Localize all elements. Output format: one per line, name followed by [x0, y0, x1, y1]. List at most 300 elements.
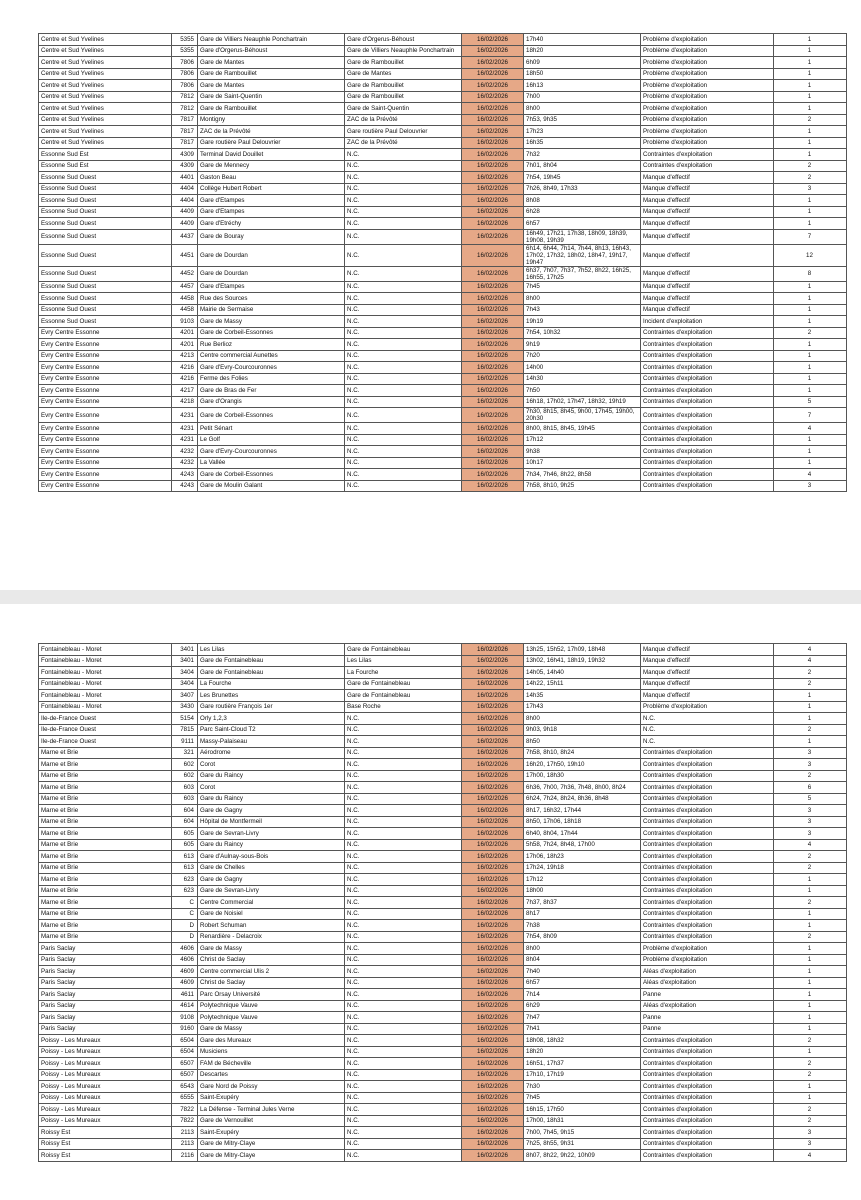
from-stop-cell: Gare de Corbeil-Essonnes	[198, 469, 345, 481]
region-cell: Fontainebleau - Moret	[39, 655, 172, 667]
reason-cell: Contraintes d'exploitation	[641, 396, 774, 408]
table-row	[39, 874, 847, 886]
line-cell: 4231	[172, 434, 198, 446]
count-cell: 2	[774, 160, 847, 172]
count-cell: 1	[774, 1081, 847, 1093]
region-cell: Evry Centre Essonne	[39, 373, 172, 385]
date-cell: 16/02/2026	[462, 713, 524, 725]
region-cell: Poissy - Les Mureaux	[39, 1115, 172, 1127]
reason-cell: Problème d'exploitation	[641, 80, 774, 92]
date-cell: 16/02/2026	[462, 172, 524, 184]
table-row	[39, 1092, 847, 1104]
reason-cell: Manque d'effectif	[641, 678, 774, 690]
table-row	[39, 480, 847, 492]
date-cell: 16/02/2026	[462, 1058, 524, 1070]
reason-cell: Problème d'exploitation	[641, 126, 774, 138]
reason-cell: Contraintes d'exploitation	[641, 327, 774, 339]
from-stop-cell: Gare Nord de Poissy	[198, 1081, 345, 1093]
hours-cell: 8h07, 8h22, 9h22, 10h09	[524, 1150, 641, 1162]
table-row	[39, 966, 847, 978]
from-stop-cell: Musiciens	[198, 1046, 345, 1058]
date-cell: 16/02/2026	[462, 195, 524, 207]
date-cell: 16/02/2026	[462, 782, 524, 794]
reason-cell: Contraintes d'exploitation	[641, 759, 774, 771]
table-row	[39, 770, 847, 782]
count-cell: 4	[774, 469, 847, 481]
region-cell: Poissy - Les Mureaux	[39, 1058, 172, 1070]
from-stop-cell: Gare des Mureaux	[198, 1035, 345, 1047]
table-body	[39, 34, 847, 492]
from-stop-cell: Centre Commercial	[198, 897, 345, 909]
line-cell: 4609	[172, 977, 198, 989]
reason-cell: Panne	[641, 1012, 774, 1024]
hours-cell: 7h14	[524, 989, 641, 1001]
hours-cell: 18h00	[524, 885, 641, 897]
count-cell: 1	[774, 339, 847, 351]
reason-cell: Contraintes d'exploitation	[641, 339, 774, 351]
count-cell: 3	[774, 759, 847, 771]
line-cell: C	[172, 897, 198, 909]
reason-cell: Contraintes d'exploitation	[641, 446, 774, 458]
from-stop-cell: Gare de Sevran-Livry	[198, 828, 345, 840]
count-cell: 1	[774, 1046, 847, 1058]
date-cell: 16/02/2026	[462, 1138, 524, 1150]
region-cell: Paris Saclay	[39, 977, 172, 989]
reason-cell: Contraintes d'exploitation	[641, 457, 774, 469]
date-cell: 16/02/2026	[462, 874, 524, 886]
from-stop-cell: Gare d'Etampes	[198, 281, 345, 293]
from-stop-cell: Gare de Mitry-Claye	[198, 1138, 345, 1150]
table-row	[39, 68, 847, 80]
to-stop-cell: N.C.	[345, 920, 462, 932]
count-cell: 4	[774, 839, 847, 851]
reason-cell: Manque d'effectif	[641, 266, 774, 281]
count-cell: 1	[774, 68, 847, 80]
reason-cell: Contraintes d'exploitation	[641, 1046, 774, 1058]
table-row	[39, 839, 847, 851]
from-stop-cell: Gare d'Aulnay-sous-Bois	[198, 851, 345, 863]
hours-cell: 18h20	[524, 1046, 641, 1058]
reason-cell: Contraintes d'exploitation	[641, 385, 774, 397]
region-cell: Poissy - Les Mureaux	[39, 1081, 172, 1093]
date-cell: 16/02/2026	[462, 1150, 524, 1162]
reason-cell: Contraintes d'exploitation	[641, 373, 774, 385]
date-cell: 16/02/2026	[462, 91, 524, 103]
reason-cell: Contraintes d'exploitation	[641, 149, 774, 161]
to-stop-cell: Gare de Mantes	[345, 68, 462, 80]
table-row	[39, 244, 847, 266]
to-stop-cell: N.C.	[345, 327, 462, 339]
hours-cell: 6h14, 6h44, 7h14, 7h44, 8h13, 16h43, 17h02, 17h32, 18h02, 18h47, 19h17, 19h47	[524, 244, 641, 266]
table-row	[39, 350, 847, 362]
region-cell: Essonne Sud Ouest	[39, 281, 172, 293]
region-cell: Ile-de-France Ouest	[39, 713, 172, 725]
line-cell: 602	[172, 759, 198, 771]
hours-cell: 8h00	[524, 713, 641, 725]
to-stop-cell: N.C.	[345, 736, 462, 748]
reason-cell: Contraintes d'exploitation	[641, 1150, 774, 1162]
from-stop-cell: La Fourche	[198, 678, 345, 690]
to-stop-cell: Les Lilas	[345, 655, 462, 667]
region-cell: Essonne Sud Est	[39, 149, 172, 161]
count-cell: 1	[774, 293, 847, 305]
date-cell: 16/02/2026	[462, 206, 524, 218]
date-cell: 16/02/2026	[462, 793, 524, 805]
to-stop-cell: N.C.	[345, 977, 462, 989]
region-cell: Fontainebleau - Moret	[39, 701, 172, 713]
hours-cell: 14h35	[524, 690, 641, 702]
region-cell: Evry Centre Essonne	[39, 480, 172, 492]
line-cell: 4231	[172, 408, 198, 423]
table-row	[39, 1069, 847, 1081]
reason-cell: Contraintes d'exploitation	[641, 350, 774, 362]
hours-cell: 8h00, 8h15, 8h45, 19h45	[524, 423, 641, 435]
table-row	[39, 989, 847, 1001]
region-cell: Essonne Sud Ouest	[39, 218, 172, 230]
count-cell: 2	[774, 1069, 847, 1081]
hours-cell: 7h30, 8h15, 8h45, 9h00, 17h45, 19h00, 20h30	[524, 408, 641, 423]
to-stop-cell: N.C.	[345, 908, 462, 920]
region-cell: Ile-de-France Ouest	[39, 736, 172, 748]
date-cell: 16/02/2026	[462, 114, 524, 126]
line-cell: 7806	[172, 57, 198, 69]
to-stop-cell: N.C.	[345, 851, 462, 863]
from-stop-cell: Gaston Beau	[198, 172, 345, 184]
count-cell: 7	[774, 229, 847, 244]
from-stop-cell: Gare d'Etampes	[198, 206, 345, 218]
from-stop-cell: Parc Saint-Cloud T2	[198, 724, 345, 736]
region-cell: Paris Saclay	[39, 966, 172, 978]
hours-cell: 17h00, 18h31	[524, 1115, 641, 1127]
to-stop-cell: N.C.	[345, 1069, 462, 1081]
region-cell: Evry Centre Essonne	[39, 339, 172, 351]
region-cell: Evry Centre Essonne	[39, 362, 172, 374]
from-stop-cell: Gare de Saint-Quentin	[198, 91, 345, 103]
table-row	[39, 114, 847, 126]
line-cell: 3401	[172, 655, 198, 667]
to-stop-cell: N.C.	[345, 218, 462, 230]
from-stop-cell: Orly 1,2,3	[198, 713, 345, 725]
hours-cell: 17h10, 17h19	[524, 1069, 641, 1081]
reason-cell: Manque d'effectif	[641, 281, 774, 293]
hours-cell: 16h35	[524, 137, 641, 149]
region-cell: Poissy - Les Mureaux	[39, 1104, 172, 1116]
table-row	[39, 1058, 847, 1070]
line-cell: 4457	[172, 281, 198, 293]
reason-cell: Manque d'effectif	[641, 244, 774, 266]
region-cell: Marne et Brie	[39, 908, 172, 920]
date-cell: 16/02/2026	[462, 897, 524, 909]
date-cell: 16/02/2026	[462, 851, 524, 863]
count-cell: 1	[774, 954, 847, 966]
from-stop-cell: Gare de Gagny	[198, 874, 345, 886]
table-row	[39, 908, 847, 920]
hours-cell: 17h40	[524, 34, 641, 46]
to-stop-cell: N.C.	[345, 839, 462, 851]
date-cell: 16/02/2026	[462, 655, 524, 667]
hours-cell: 13h25, 15h52, 17h09, 18h48	[524, 644, 641, 656]
count-cell: 1	[774, 701, 847, 713]
date-cell: 16/02/2026	[462, 1115, 524, 1127]
region-cell: Centre et Sud Yvelines	[39, 57, 172, 69]
count-cell: 2	[774, 114, 847, 126]
hours-cell: 18h20	[524, 45, 641, 57]
reason-cell: Problème d'exploitation	[641, 103, 774, 115]
from-stop-cell: Collège Hubert Robert	[198, 183, 345, 195]
hours-cell: 6h29	[524, 1000, 641, 1012]
count-cell: 4	[774, 655, 847, 667]
from-stop-cell: Saint-Exupéry	[198, 1092, 345, 1104]
table-row	[39, 316, 847, 328]
to-stop-cell: N.C.	[345, 885, 462, 897]
region-cell: Marne et Brie	[39, 874, 172, 886]
hours-cell: 18h08, 18h32	[524, 1035, 641, 1047]
from-stop-cell: Gare de Gagny	[198, 805, 345, 817]
to-stop-cell: N.C.	[345, 339, 462, 351]
from-stop-cell: Corot	[198, 759, 345, 771]
hours-cell: 6h36, 7h00, 7h36, 7h48, 8h00, 8h24	[524, 782, 641, 794]
line-cell: 6504	[172, 1035, 198, 1047]
hours-cell: 8h50	[524, 736, 641, 748]
count-cell: 1	[774, 1023, 847, 1035]
line-cell: 4232	[172, 446, 198, 458]
date-cell: 16/02/2026	[462, 103, 524, 115]
to-stop-cell: N.C.	[345, 1046, 462, 1058]
date-cell: 16/02/2026	[462, 1104, 524, 1116]
reason-cell: Manque d'effectif	[641, 667, 774, 679]
reason-cell: Panne	[641, 1023, 774, 1035]
count-cell: 1	[774, 195, 847, 207]
from-stop-cell: Gare de Fontainebleau	[198, 667, 345, 679]
to-stop-cell: N.C.	[345, 1000, 462, 1012]
date-cell: 16/02/2026	[462, 862, 524, 874]
line-cell: 4606	[172, 943, 198, 955]
from-stop-cell: Gare d'Evry-Courcouronnes	[198, 446, 345, 458]
count-cell: 3	[774, 1127, 847, 1139]
reason-cell: Contraintes d'exploitation	[641, 1035, 774, 1047]
hours-cell: 16h13	[524, 80, 641, 92]
date-cell: 16/02/2026	[462, 966, 524, 978]
line-cell: 4201	[172, 327, 198, 339]
count-cell: 1	[774, 385, 847, 397]
hours-cell: 7h34, 7h46, 8h22, 8h58	[524, 469, 641, 481]
region-cell: Fontainebleau - Moret	[39, 678, 172, 690]
date-cell: 16/02/2026	[462, 747, 524, 759]
hours-cell: 7h32	[524, 149, 641, 161]
to-stop-cell: N.C.	[345, 206, 462, 218]
line-cell: 605	[172, 839, 198, 851]
date-cell: 16/02/2026	[462, 931, 524, 943]
table-row	[39, 655, 847, 667]
table-row	[39, 304, 847, 316]
table-row	[39, 782, 847, 794]
reason-cell: Contraintes d'exploitation	[641, 851, 774, 863]
line-cell: 3430	[172, 701, 198, 713]
count-cell: 3	[774, 747, 847, 759]
to-stop-cell: ZAC de la Prévôté	[345, 137, 462, 149]
line-cell: 4401	[172, 172, 198, 184]
line-cell: 4606	[172, 954, 198, 966]
line-cell: D	[172, 931, 198, 943]
region-cell: Marne et Brie	[39, 828, 172, 840]
count-cell: 2	[774, 1115, 847, 1127]
date-cell: 16/02/2026	[462, 1069, 524, 1081]
count-cell: 3	[774, 480, 847, 492]
region-cell: Marne et Brie	[39, 759, 172, 771]
region-cell: Marne et Brie	[39, 816, 172, 828]
line-cell: 4309	[172, 149, 198, 161]
date-cell: 16/02/2026	[462, 244, 524, 266]
from-stop-cell: Petit Sénart	[198, 423, 345, 435]
to-stop-cell: N.C.	[345, 293, 462, 305]
line-cell: 4218	[172, 396, 198, 408]
from-stop-cell: Gare de Dourdan	[198, 266, 345, 281]
line-cell: 6504	[172, 1046, 198, 1058]
region-cell: Marne et Brie	[39, 770, 172, 782]
region-cell: Marne et Brie	[39, 793, 172, 805]
line-cell: 4217	[172, 385, 198, 397]
line-cell: 4458	[172, 293, 198, 305]
region-cell: Poissy - Les Mureaux	[39, 1035, 172, 1047]
table-row	[39, 137, 847, 149]
line-cell: 4309	[172, 160, 198, 172]
to-stop-cell: Gare de Fontainebleau	[345, 644, 462, 656]
line-cell: 4409	[172, 218, 198, 230]
count-cell: 4	[774, 423, 847, 435]
from-stop-cell: Gare de Corbeil-Essonnes	[198, 327, 345, 339]
to-stop-cell: N.C.	[345, 408, 462, 423]
count-cell: 1	[774, 1000, 847, 1012]
from-stop-cell: Gare de Sevran-Livry	[198, 885, 345, 897]
region-cell: Essonne Sud Ouest	[39, 172, 172, 184]
to-stop-cell: N.C.	[345, 966, 462, 978]
line-cell: 6507	[172, 1069, 198, 1081]
from-stop-cell: Gare de Massy	[198, 943, 345, 955]
line-cell: 613	[172, 851, 198, 863]
date-cell: 16/02/2026	[462, 1012, 524, 1024]
from-stop-cell: Gare de Noisiel	[198, 908, 345, 920]
table-row	[39, 747, 847, 759]
hours-cell: 7h58, 8h10, 8h24	[524, 747, 641, 759]
count-cell: 1	[774, 80, 847, 92]
count-cell: 1	[774, 446, 847, 458]
region-cell: Ile-de-France Ouest	[39, 724, 172, 736]
from-stop-cell: Gare d'Orangis	[198, 396, 345, 408]
table-row	[39, 1150, 847, 1162]
from-stop-cell: Gare de Bras de Fer	[198, 385, 345, 397]
hours-cell: 7h45	[524, 281, 641, 293]
hours-cell: 7h20	[524, 350, 641, 362]
count-cell: 2	[774, 678, 847, 690]
disruption-table-2	[38, 643, 847, 1162]
to-stop-cell: N.C.	[345, 457, 462, 469]
reason-cell: Problème d'exploitation	[641, 137, 774, 149]
hours-cell: 8h00	[524, 103, 641, 115]
from-stop-cell: Gare de Massy	[198, 1023, 345, 1035]
table-row	[39, 1104, 847, 1116]
count-cell: 2	[774, 931, 847, 943]
date-cell: 16/02/2026	[462, 839, 524, 851]
count-cell: 2	[774, 1035, 847, 1047]
reason-cell: Contraintes d'exploitation	[641, 885, 774, 897]
from-stop-cell: Gare de Rambouillet	[198, 68, 345, 80]
to-stop-cell: N.C.	[345, 160, 462, 172]
line-cell: 7817	[172, 126, 198, 138]
date-cell: 16/02/2026	[462, 396, 524, 408]
region-cell: Marne et Brie	[39, 851, 172, 863]
from-stop-cell: Gare d'Evry-Courcouronnes	[198, 362, 345, 374]
region-cell: Paris Saclay	[39, 989, 172, 1001]
line-cell: 603	[172, 793, 198, 805]
to-stop-cell: N.C.	[345, 362, 462, 374]
count-cell: 3	[774, 816, 847, 828]
reason-cell: Manque d'effectif	[641, 183, 774, 195]
table-row	[39, 943, 847, 955]
from-stop-cell: Gare de Vernouillet	[198, 1115, 345, 1127]
hours-cell: 7h37, 8h37	[524, 897, 641, 909]
reason-cell: Problème d'exploitation	[641, 954, 774, 966]
date-cell: 16/02/2026	[462, 885, 524, 897]
line-cell: C	[172, 908, 198, 920]
table-row	[39, 57, 847, 69]
reason-cell: N.C.	[641, 713, 774, 725]
table-row	[39, 667, 847, 679]
line-cell: 7822	[172, 1115, 198, 1127]
hours-cell: 8h17	[524, 908, 641, 920]
line-cell: 4437	[172, 229, 198, 244]
line-cell: 9103	[172, 316, 198, 328]
region-cell: Essonne Sud Ouest	[39, 195, 172, 207]
count-cell: 1	[774, 206, 847, 218]
reason-cell: Manque d'effectif	[641, 206, 774, 218]
hours-cell: 7h43	[524, 304, 641, 316]
date-cell: 16/02/2026	[462, 423, 524, 435]
line-cell: 7812	[172, 103, 198, 115]
line-cell: 2113	[172, 1127, 198, 1139]
count-cell: 6	[774, 782, 847, 794]
region-cell: Paris Saclay	[39, 943, 172, 955]
from-stop-cell: Aérodrome	[198, 747, 345, 759]
count-cell: 1	[774, 91, 847, 103]
hours-cell: 17h00, 18h30	[524, 770, 641, 782]
table-row	[39, 195, 847, 207]
reason-cell: Contraintes d'exploitation	[641, 862, 774, 874]
reason-cell: Problème d'exploitation	[641, 57, 774, 69]
to-stop-cell: N.C.	[345, 1127, 462, 1139]
region-cell: Fontainebleau - Moret	[39, 644, 172, 656]
table-row	[39, 1138, 847, 1150]
date-cell: 16/02/2026	[462, 1081, 524, 1093]
table-row	[39, 126, 847, 138]
to-stop-cell: N.C.	[345, 874, 462, 886]
date-cell: 16/02/2026	[462, 1092, 524, 1104]
from-stop-cell: La Vallée	[198, 457, 345, 469]
from-stop-cell: Hôpital de Montfermeil	[198, 816, 345, 828]
region-cell: Essonne Sud Ouest	[39, 316, 172, 328]
to-stop-cell: N.C.	[345, 1104, 462, 1116]
to-stop-cell: N.C.	[345, 281, 462, 293]
to-stop-cell: N.C.	[345, 724, 462, 736]
to-stop-cell: N.C.	[345, 1092, 462, 1104]
to-stop-cell: N.C.	[345, 793, 462, 805]
count-cell: 2	[774, 851, 847, 863]
count-cell: 1	[774, 304, 847, 316]
to-stop-cell: Gare de Rambouillet	[345, 91, 462, 103]
reason-cell: Contraintes d'exploitation	[641, 874, 774, 886]
to-stop-cell: N.C.	[345, 1138, 462, 1150]
from-stop-cell: Gare de Massy	[198, 316, 345, 328]
region-cell: Marne et Brie	[39, 839, 172, 851]
